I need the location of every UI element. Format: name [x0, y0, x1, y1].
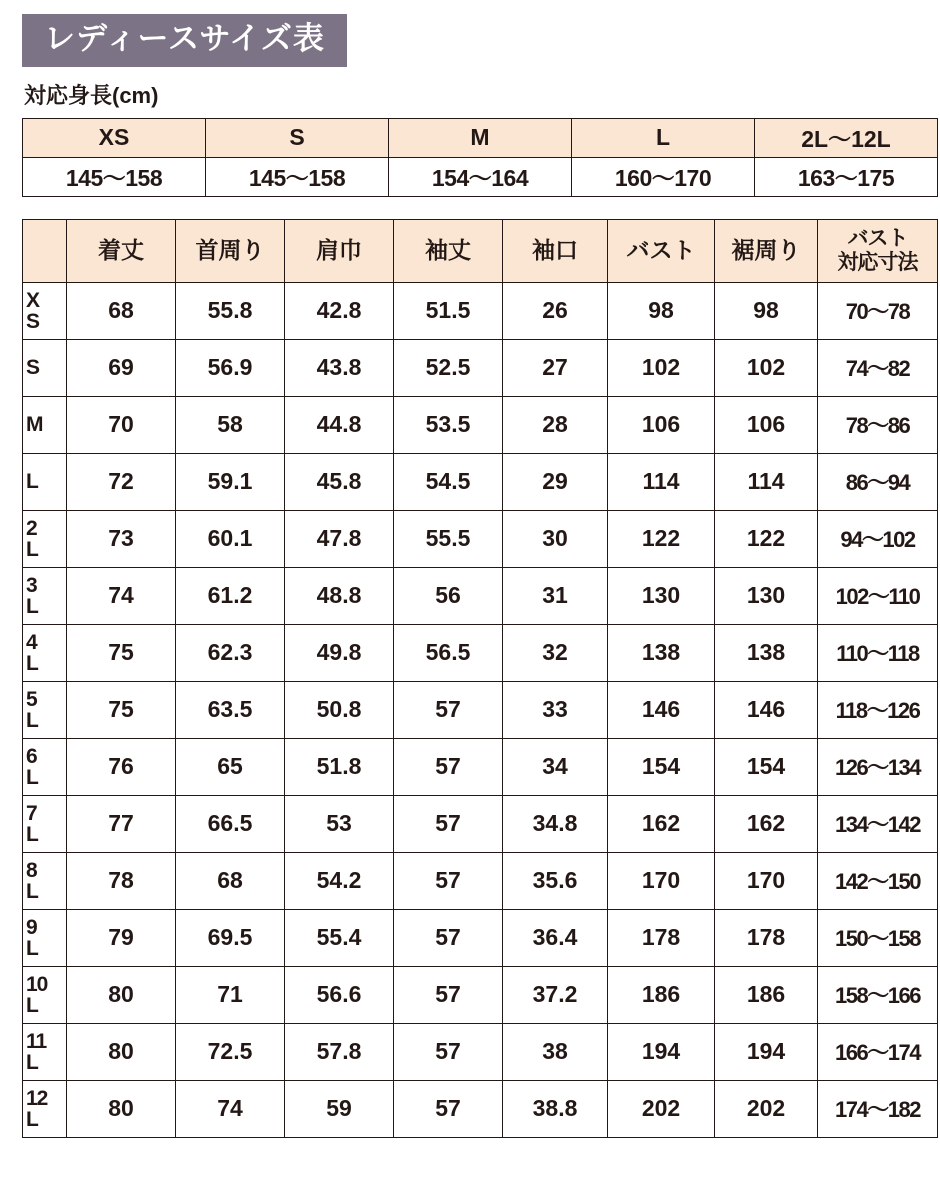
cell-sodeguchi: 31: [503, 567, 608, 624]
row-size-line: S: [26, 356, 40, 380]
cell-kubimawari: 74: [176, 1080, 285, 1137]
height-col-m: M: [389, 118, 572, 157]
table-row: [23, 681, 938, 738]
table-row: [23, 339, 938, 396]
table-row: [23, 157, 938, 196]
cell-bust: 186: [608, 966, 715, 1023]
row-size-line: 8: [26, 858, 37, 882]
row-header-6l: [23, 738, 67, 795]
cell-susomawari: 130: [715, 567, 818, 624]
cell-sodeguchi: 36.4: [503, 909, 608, 966]
row-size-line: 10: [26, 972, 48, 996]
table-row: [23, 795, 938, 852]
corner-cell: [23, 219, 67, 282]
cell-katahaba: 44.8: [285, 396, 394, 453]
row-header-12l: [23, 1080, 67, 1137]
table-row-header: [23, 118, 938, 157]
table-row-header: [23, 219, 938, 282]
cell-bust: 170: [608, 852, 715, 909]
measurement-table: [22, 219, 938, 1138]
row-size-line: L: [26, 1107, 38, 1131]
cell-bust: 162: [608, 795, 715, 852]
cell-bust-range: 126〜134: [818, 738, 938, 795]
page-title: レディースサイズ表: [22, 14, 347, 67]
row-size-line: L: [26, 1050, 38, 1074]
table-row: [23, 282, 938, 339]
cell-sodetake: 56: [394, 567, 503, 624]
row-header-11l: [23, 1023, 67, 1080]
row-size-line: 7: [26, 801, 37, 825]
row-size-line: 5: [26, 687, 37, 711]
table-row: [23, 1023, 938, 1080]
row-header-3l: [23, 567, 67, 624]
cell-sodetake: 53.5: [394, 396, 503, 453]
cell-bust: 102: [608, 339, 715, 396]
cell-susomawari: 138: [715, 624, 818, 681]
cell-kubimawari: 65: [176, 738, 285, 795]
cell-bust: 194: [608, 1023, 715, 1080]
cell-kubimawari: 68: [176, 852, 285, 909]
row-header-2l: [23, 510, 67, 567]
cell-katahaba: 47.8: [285, 510, 394, 567]
col-header-bust: バスト: [608, 219, 715, 282]
cell-bust-range: 150〜158: [818, 909, 938, 966]
cell-sodetake: 51.5: [394, 282, 503, 339]
cell-bust-range: 102〜110: [818, 567, 938, 624]
cell-kubimawari: 69.5: [176, 909, 285, 966]
table-row: [23, 852, 938, 909]
row-header-7l: [23, 795, 67, 852]
cell-susomawari: 186: [715, 966, 818, 1023]
cell-sodeguchi: 38.8: [503, 1080, 608, 1137]
cell-kitake: 69: [67, 339, 176, 396]
cell-sodetake: 57: [394, 738, 503, 795]
height-value-xs: 145〜158: [23, 157, 206, 196]
cell-susomawari: 194: [715, 1023, 818, 1080]
row-header-8l: [23, 852, 67, 909]
cell-katahaba: 55.4: [285, 909, 394, 966]
cell-kubimawari: 61.2: [176, 567, 285, 624]
cell-kubimawari: 56.9: [176, 339, 285, 396]
row-size-line: 12: [26, 1086, 48, 1110]
row-size-line: S: [26, 309, 40, 333]
cell-bust-range: 142〜150: [818, 852, 938, 909]
row-size-line: L: [26, 993, 38, 1017]
cell-bust-range: 134〜142: [818, 795, 938, 852]
row-size-line: L: [26, 537, 38, 561]
row-size-line: 9: [26, 915, 37, 939]
cell-sodetake: 57: [394, 909, 503, 966]
row-header-9l: [23, 909, 67, 966]
table-row: [23, 738, 938, 795]
col-header-bust-range-line2: 対応寸法: [837, 250, 918, 274]
cell-sodeguchi: 30: [503, 510, 608, 567]
row-size-line: 2: [26, 516, 37, 540]
height-value-m: 154〜164: [389, 157, 572, 196]
cell-bust-range: 110〜118: [818, 624, 938, 681]
cell-susomawari: 102: [715, 339, 818, 396]
cell-sodeguchi: 29: [503, 453, 608, 510]
row-header-10l: [23, 966, 67, 1023]
cell-kitake: 76: [67, 738, 176, 795]
cell-susomawari: 106: [715, 396, 818, 453]
cell-bust-range: 86〜94: [818, 453, 938, 510]
cell-katahaba: 50.8: [285, 681, 394, 738]
cell-sodetake: 55.5: [394, 510, 503, 567]
cell-katahaba: 48.8: [285, 567, 394, 624]
row-size-line: 11: [26, 1029, 47, 1053]
cell-sodeguchi: 37.2: [503, 966, 608, 1023]
cell-kitake: 80: [67, 1080, 176, 1137]
cell-sodetake: 57: [394, 852, 503, 909]
cell-kitake: 75: [67, 624, 176, 681]
cell-sodeguchi: 34.8: [503, 795, 608, 852]
cell-sodeguchi: 28: [503, 396, 608, 453]
cell-sodetake: 57: [394, 1080, 503, 1137]
height-value-s: 145〜158: [206, 157, 389, 196]
table-row: [23, 510, 938, 567]
cell-sodeguchi: 27: [503, 339, 608, 396]
table-row: [23, 567, 938, 624]
table-row: [23, 909, 938, 966]
cell-sodeguchi: 26: [503, 282, 608, 339]
cell-bust: 122: [608, 510, 715, 567]
cell-bust: 114: [608, 453, 715, 510]
cell-bust-range: 70〜78: [818, 282, 938, 339]
cell-katahaba: 59: [285, 1080, 394, 1137]
cell-bust-range: 74〜82: [818, 339, 938, 396]
row-header-m: [23, 396, 67, 453]
row-size-line: L: [26, 765, 38, 789]
row-header-5l: [23, 681, 67, 738]
row-header-l: [23, 453, 67, 510]
cell-bust: 178: [608, 909, 715, 966]
height-value-l: 160〜170: [572, 157, 755, 196]
cell-bust: 130: [608, 567, 715, 624]
cell-bust: 202: [608, 1080, 715, 1137]
table-row: [23, 624, 938, 681]
cell-susomawari: 154: [715, 738, 818, 795]
cell-susomawari: 202: [715, 1080, 818, 1137]
cell-bust: 146: [608, 681, 715, 738]
cell-sodetake: 57: [394, 681, 503, 738]
cell-bust: 138: [608, 624, 715, 681]
cell-kubimawari: 55.8: [176, 282, 285, 339]
cell-kitake: 80: [67, 966, 176, 1023]
cell-bust-range: 118〜126: [818, 681, 938, 738]
cell-bust-range: 78〜86: [818, 396, 938, 453]
cell-kubimawari: 59.1: [176, 453, 285, 510]
cell-sodeguchi: 33: [503, 681, 608, 738]
cell-kubimawari: 66.5: [176, 795, 285, 852]
height-col-l: L: [572, 118, 755, 157]
cell-kubimawari: 63.5: [176, 681, 285, 738]
cell-kubimawari: 72.5: [176, 1023, 285, 1080]
cell-bust: 98: [608, 282, 715, 339]
cell-kubimawari: 58: [176, 396, 285, 453]
height-table: [22, 118, 938, 197]
cell-bust-range: 174〜182: [818, 1080, 938, 1137]
cell-kubimawari: 62.3: [176, 624, 285, 681]
col-header-katahaba: 肩巾: [285, 219, 394, 282]
table-row: [23, 396, 938, 453]
cell-susomawari: 146: [715, 681, 818, 738]
cell-bust: 154: [608, 738, 715, 795]
cell-sodeguchi: 38: [503, 1023, 608, 1080]
cell-bust: 106: [608, 396, 715, 453]
cell-katahaba: 53: [285, 795, 394, 852]
cell-katahaba: 42.8: [285, 282, 394, 339]
cell-kitake: 78: [67, 852, 176, 909]
cell-bust-range: 94〜102: [818, 510, 938, 567]
col-header-sodetake: 袖丈: [394, 219, 503, 282]
row-size-line: L: [26, 822, 38, 846]
row-size-line: L: [26, 470, 38, 494]
cell-kubimawari: 71: [176, 966, 285, 1023]
cell-susomawari: 170: [715, 852, 818, 909]
cell-susomawari: 162: [715, 795, 818, 852]
cell-susomawari: 122: [715, 510, 818, 567]
cell-katahaba: 57.8: [285, 1023, 394, 1080]
cell-bust-range: 166〜174: [818, 1023, 938, 1080]
cell-sodeguchi: 34: [503, 738, 608, 795]
cell-katahaba: 45.8: [285, 453, 394, 510]
cell-katahaba: 49.8: [285, 624, 394, 681]
row-size-line: 4: [26, 630, 37, 654]
height-col-2l-12l: 2L〜12L: [755, 118, 938, 157]
cell-susomawari: 114: [715, 453, 818, 510]
height-value-2l-12l: 163〜175: [755, 157, 938, 196]
cell-kitake: 73: [67, 510, 176, 567]
cell-katahaba: 51.8: [285, 738, 394, 795]
cell-sodetake: 56.5: [394, 624, 503, 681]
row-header-4l: [23, 624, 67, 681]
cell-kitake: 72: [67, 453, 176, 510]
cell-susomawari: 98: [715, 282, 818, 339]
row-size-line: L: [26, 936, 38, 960]
cell-bust-range: 158〜166: [818, 966, 938, 1023]
row-header-xs: [23, 282, 67, 339]
cell-kitake: 74: [67, 567, 176, 624]
cell-sodeguchi: 32: [503, 624, 608, 681]
cell-kubimawari: 60.1: [176, 510, 285, 567]
row-size-line: M: [26, 413, 43, 437]
height-col-xs: XS: [23, 118, 206, 157]
table-row: [23, 966, 938, 1023]
table-row: [23, 453, 938, 510]
cell-katahaba: 56.6: [285, 966, 394, 1023]
table-row: [23, 1080, 938, 1137]
row-size-line: L: [26, 708, 38, 732]
cell-sodetake: 57: [394, 795, 503, 852]
cell-kitake: 77: [67, 795, 176, 852]
cell-kitake: 75: [67, 681, 176, 738]
row-header-s: [23, 339, 67, 396]
row-size-line: L: [26, 879, 38, 903]
cell-sodetake: 52.5: [394, 339, 503, 396]
cell-kitake: 68: [67, 282, 176, 339]
cell-sodetake: 57: [394, 1023, 503, 1080]
cell-susomawari: 178: [715, 909, 818, 966]
cell-sodetake: 57: [394, 966, 503, 1023]
height-col-s: S: [206, 118, 389, 157]
height-section-heading: 対応身長(cm): [24, 82, 159, 108]
col-header-kitake: 着丈: [67, 219, 176, 282]
col-header-bust-range: [818, 219, 938, 282]
cell-katahaba: 54.2: [285, 852, 394, 909]
col-header-bust-range-line1: バスト: [847, 227, 908, 251]
cell-katahaba: 43.8: [285, 339, 394, 396]
cell-sodeguchi: 35.6: [503, 852, 608, 909]
cell-kitake: 70: [67, 396, 176, 453]
col-header-susomawari: 裾周り: [715, 219, 818, 282]
row-size-line: 3: [26, 573, 37, 597]
cell-kitake: 79: [67, 909, 176, 966]
cell-sodetake: 54.5: [394, 453, 503, 510]
col-header-sodeguchi: 袖口: [503, 219, 608, 282]
cell-kitake: 80: [67, 1023, 176, 1080]
row-size-line: 6: [26, 744, 37, 768]
row-size-line: L: [26, 651, 38, 675]
row-size-line: L: [26, 594, 38, 618]
col-header-kubimawari: 首周り: [176, 219, 285, 282]
row-size-line: X: [26, 288, 40, 312]
